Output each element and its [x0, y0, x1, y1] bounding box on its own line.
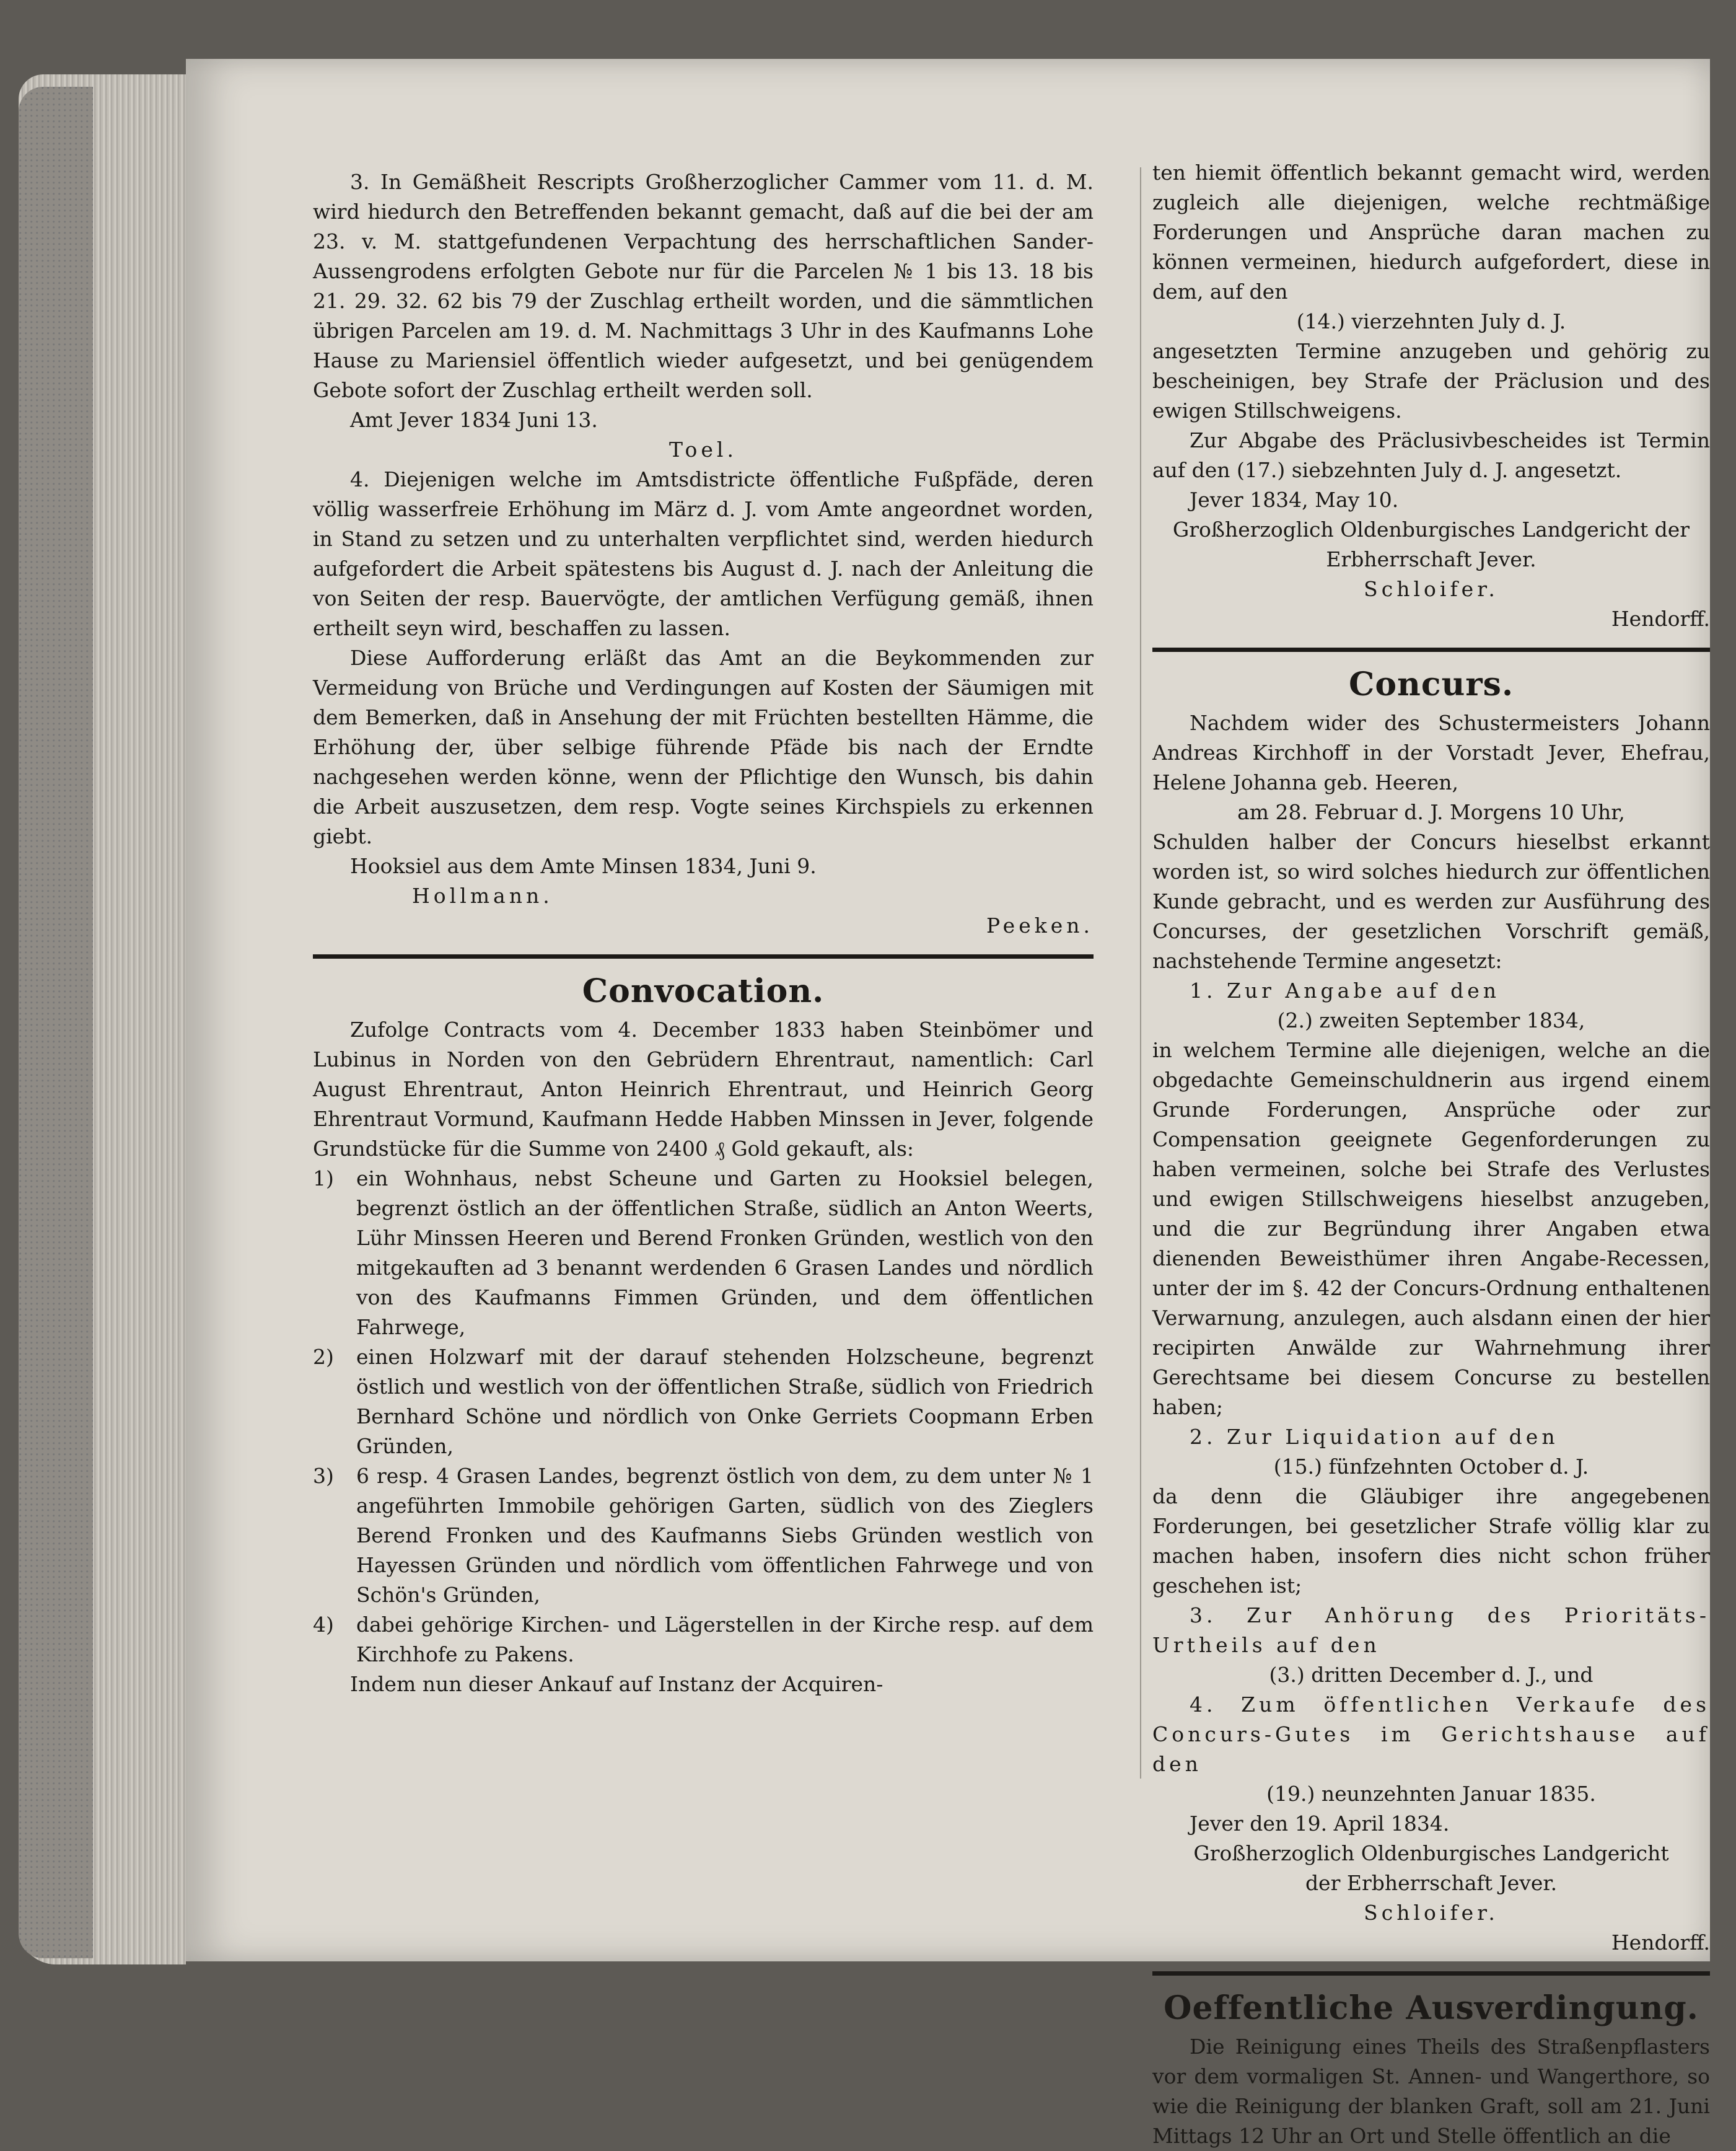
convocation-date: Jever 1834, May 10.: [1190, 488, 1399, 512]
item-text: ein Wohnhaus, nebst Scheune und Garten zu Hooksiel belegen, begrenzt östlich an der öffentlichen Straße, südlich an Anton Weerts, Lühr Minssen Heeren und Berend Fronken Gründen, westlich von den mitgekauften ad 3 benannt werdenden 6 Grasen Landes und nördlich von des Kaufmanns Fimmen Gründen, und dem öffentlichen Fahrwege,: [356, 1166, 1094, 1339]
term-1-body: in welchem Termine alle diejenigen, welche an die obgedachte Gemeinschuldnerin aus irgend einem Grunde Forderungen, Ansprüche oder zur Compensation geeignete Gegenforderungen zu haben vermeinen, solche bei Strafe des Verlustes und ewigen Stillschweigens hieselbst anzugeben, und die zur Begründung ihrer Angaben etwa dienenden Beweisthümer ihren Angabe-Recessen, unter der im §. 42 der Concurs-Ordnung enthaltenen Verwarnung, anzulegen, auch alsdann einen der hier recipirten Anwälde zur Wahrnehmung ihrer Gerechtsame bei diesem Concurse zu bestellen haben;: [1152, 1038, 1710, 1419]
section-rule: [1152, 1971, 1710, 1976]
term-1-heading: 1. Zur Angabe auf den: [1190, 979, 1500, 1003]
term-3-heading: 3. Zur Anhörung des Prioritäts-Urtheils auf den: [1152, 1603, 1710, 1657]
notice-4-date: Hooksiel aus dem Amte Minsen 1834, Juni 9.: [350, 854, 817, 878]
concurs-heading: Concurs.: [1348, 666, 1514, 703]
item-text: dabei gehörige Kirchen- und Lägerstellen in der Kirche resp. auf dem Kirchhofe zu Pakens.: [356, 1612, 1094, 1666]
book-cover: [19, 87, 93, 1958]
item-number: 4): [313, 1612, 334, 1637]
term-2-date: (15.) fünfzehnten October d. J.: [1273, 1454, 1589, 1479]
notice-4: 4. Diejenigen welche im Amtsdistricte öffentliche Fußpfäde, deren völlig wasserfreie Erhöhung im März d. J. vom Amte angeordnet worden, in Stand zu setzen und zu unterhalten verpflichtet sind, werden hiedurch aufgefordert die Arbeit spätestens bis August d. J. nach der Anleitung die von Seiten der resp. Bauervögte, der amtlichen Verfügung gemäß, ihnen ertheilt seyn wird, beschaffen zu lassen.: [313, 467, 1094, 640]
preclusion-term: Zur Abgabe des Präclusivbescheides ist Termin auf den (17.) siebzehnten July d. J. angesetzt.: [1152, 428, 1710, 482]
term-4-heading: 4. Zum öffentlichen Verkaufe des Concurs-Gutes im Gerichtshause auf den: [1152, 1692, 1710, 1776]
item-text: 6 resp. 4 Grasen Landes, begrenzt östlich von dem, zu dem unter № 1 angeführten Immobile gehörigen Garten, südlich von des Zieglers Berend Fronken und des Kaufmanns Siebs Gründen westlich von Hayessen Gründen und nördlich vom öffentlichen Fahrwege und von Schön's Gründen,: [356, 1464, 1094, 1607]
item-number: 3): [313, 1464, 334, 1488]
notice-3-date: Amt Jever 1834 Juni 13.: [350, 408, 598, 432]
convocation-intro: Zufolge Contracts vom 4. December 1833 haben Steinbömer und Lubinus in Norden von den Gebrüdern Ehrentraut, namentlich: Carl August Ehrentraut, Anton Heinrich Ehrentraut, und Heinrich Georg Ehrentraut Vormund, Kaufmann Hedde Habben Minssen in Jever, folgende Grundstücke für die Summe von 2400 ₰ Gold gekauft, als:: [313, 1018, 1094, 1161]
term-4-date: (19.) neunzehnten Januar 1835.: [1266, 1782, 1596, 1806]
notice-4-signature-2: Peeken.: [986, 913, 1094, 938]
term-2-body: da denn die Gläubiger ihre angegebenen Forderungen, bei gesetzlicher Strafe völlig klar zu machen haben, insofern dies nicht schon früher geschehen ist;: [1152, 1484, 1710, 1598]
court-name: Großherzoglich Oldenburgisches Landgericht der Erbherrschaft Jever.: [1172, 517, 1690, 571]
concurs-signature-1: Schloifer.: [1364, 1901, 1499, 1925]
concurs-date: am 28. Februar d. J. Morgens 10 Uhr,: [1237, 800, 1625, 824]
concurs-signature-2: Hendorff.: [1611, 1930, 1710, 1955]
concurs-place-date: Jever den 19. April 1834.: [1190, 1811, 1450, 1836]
notice-3-signature: Toel.: [669, 438, 737, 462]
concurs-body: Schulden halber der Concurs hieselbst erkannt worden ist, so wird solches hiedurch zur öffentlichen Kunde gebracht, und es werden zur Ausführung des Concurses, der gesetzlichen Vorschrift gemäß, nachstehende Termine angesetzt:: [1152, 830, 1710, 973]
signature-hendorff: Hendorff.: [1611, 607, 1710, 631]
convocation-term-date: (14.) vierzehnten July d. J.: [1296, 309, 1566, 333]
convocation-item-1: [313, 1164, 1094, 1342]
signature-schloifer: Schloifer.: [1364, 577, 1499, 601]
item-text: einen Holzwarf mit der darauf stehenden Holzscheune, begrenzt östlich und westlich von der öffentlichen Straße, südlich von Friedrich Bernhard Schöne und nördlich von Onke Gerriets Coopmann Erben Gründen,: [356, 1345, 1094, 1458]
left-column: [313, 167, 1094, 1699]
right-column: [1152, 158, 1710, 2151]
notice-3: 3. In Gemäßheit Rescripts Großherzoglicher Cammer vom 11. d. M. wird hiedurch den Betreffenden bekannt gemacht, daß auf die bei der am 23. v. M. stattgefundenen Verpachtung des herrschaftlichen Sander-Aussengrodens erfolgten Gebote nur für die Parcelen № 1 bis 13. 18 bis 21. 29. 32. 62 bis 79 der Zuschlag ertheilt worden, und die sämmtlichen übrigen Parcelen am 19. d. M. Nachmittags 3 Uhr in des Kaufmanns Lohe Hause zu Mariensiel öffentlich wieder aufgesetzt, und bei genügendem Gebote sofort der Zuschlag ertheilt werden soll.: [313, 170, 1094, 402]
convocation-item-3: [313, 1461, 1094, 1610]
convocation-term-text: angesetzten Termine anzugeben und gehörig zu bescheinigen, bey Strafe der Präclusion und des ewigen Stillschweigens.: [1152, 339, 1710, 423]
column-divider: [1140, 167, 1141, 1779]
item-number: 1): [313, 1166, 334, 1190]
concurs-court-1: Großherzoglich Oldenburgisches Landgericht: [1193, 1841, 1669, 1865]
convocation-heading: Convocation.: [582, 972, 825, 1010]
section-rule: [1152, 648, 1710, 652]
item-number: 2): [313, 1345, 334, 1369]
notice-4-signature-1: Hollmann.: [412, 884, 553, 908]
term-2-heading: 2. Zur Liquidation auf den: [1190, 1425, 1559, 1449]
convocation-end: Indem nun dieser Ankauf auf Instanz der Acquiren-: [350, 1672, 883, 1696]
ausverdingung-heading: Oeffentliche Ausverdingung.: [1164, 1989, 1699, 2027]
convocation-item-2: [313, 1342, 1094, 1461]
concurs-court-2: der Erbherrschaft Jever.: [1305, 1871, 1558, 1895]
convocation-continued: ten hiemit öffentlich bekannt gemacht wird, werden zugleich alle diejenigen, welche rechtmäßige Forderungen und Ansprüche daran machen zu können vermeinen, hiedurch aufgefordert, diese in dem, auf den: [1152, 161, 1710, 304]
term-3-date: (3.) dritten December d. J., und: [1269, 1663, 1594, 1687]
notice-4-continued: Diese Aufforderung erläßt das Amt an die Beykommenden zur Vermeidung von Brüche und Verdingungen auf Kosten der Säumigen mit dem Bemerken, daß in Ansehung der mit Früchten bestellten Hämme, die Erhöhung der, über selbige führende Pfäde bis nach der Erndte nachgesehen werden könne, wenn der Pflichtige den Wunsch, bis dahin die Arbeit auszusetzen, dem resp. Vogte seines Kirchspiels zu erkennen giebt.: [313, 646, 1094, 848]
concurs-intro: Nachdem wider des Schustermeisters Johann Andreas Kirchhoff in der Vorstadt Jever, Ehefrau, Helene Johanna geb. Heeren,: [1152, 711, 1710, 794]
term-1-date: (2.) zweiten September 1834,: [1277, 1008, 1585, 1032]
ausverdingung-body: Die Reinigung eines Theils des Straßenpflasters vor dem vormaligen St. Annen- und Wangerthore, so wie die Reinigung der blanken Graft, soll am 21. Juni Mittags 12 Uhr an Ort und Stelle öffentlich an die: [1152, 2034, 1710, 2148]
section-rule: [313, 954, 1094, 959]
convocation-item-4: [313, 1610, 1094, 1669]
